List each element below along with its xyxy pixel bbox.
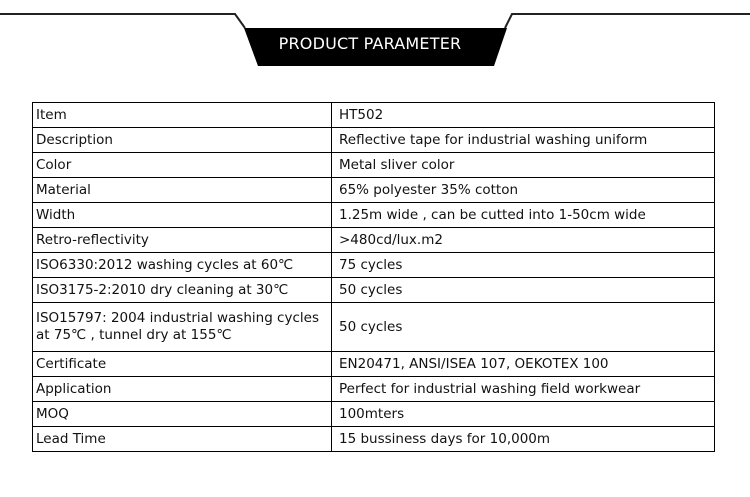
param-label: ISO6330:2012 washing cycles at 60℃ [33,253,332,278]
param-label: Application [33,377,332,402]
param-label: Certificate [33,352,332,377]
param-value: HT502 [332,103,715,128]
param-value: 1.25m wide , can be cutted into 1-50cm wide [332,203,715,228]
table-row [33,253,715,278]
param-value: Reflective tape for industrial washing uniform [332,128,715,153]
table-row [33,228,715,253]
param-value: EN20471, ANSI/ISEA 107, OEKOTEX 100 [332,352,715,377]
table-row [33,103,715,128]
param-label: Color [33,153,332,178]
param-label: Width [33,203,332,228]
parameter-table [32,102,715,452]
param-value: 50 cycles [332,303,715,352]
param-value: 75 cycles [332,253,715,278]
table-row [33,402,715,427]
param-label: ISO15797: 2004 industrial washing cycles at 75℃ , tunnel dry at 155℃ [33,303,332,352]
param-value: 50 cycles [332,278,715,303]
param-value: 65% polyester 35% cotton [332,178,715,203]
param-value: Perfect for industrial washing field workwear [332,377,715,402]
table-row [33,352,715,377]
param-value: 15 bussiness days for 10,000m [332,427,715,452]
table-row [33,303,715,352]
param-label: ISO3175-2:2010 dry cleaning at 30℃ [33,278,332,303]
param-value: >480cd/lux.m2 [332,228,715,253]
param-value: 100mters [332,402,715,427]
param-label: Item [33,103,332,128]
param-label: Material [33,178,332,203]
table-row [33,128,715,153]
table-row [33,178,715,203]
table-row [33,153,715,178]
page-title: PRODUCT PARAMETER [278,34,462,53]
table-row [33,278,715,303]
param-label: Description [33,128,332,153]
param-label: MOQ [33,402,332,427]
param-label: Retro-reflectivity [33,228,332,253]
param-value: Metal sliver color [332,153,715,178]
table-row [33,377,715,402]
table-row [33,427,715,452]
table-row [33,203,715,228]
param-label: Lead Time [33,427,332,452]
